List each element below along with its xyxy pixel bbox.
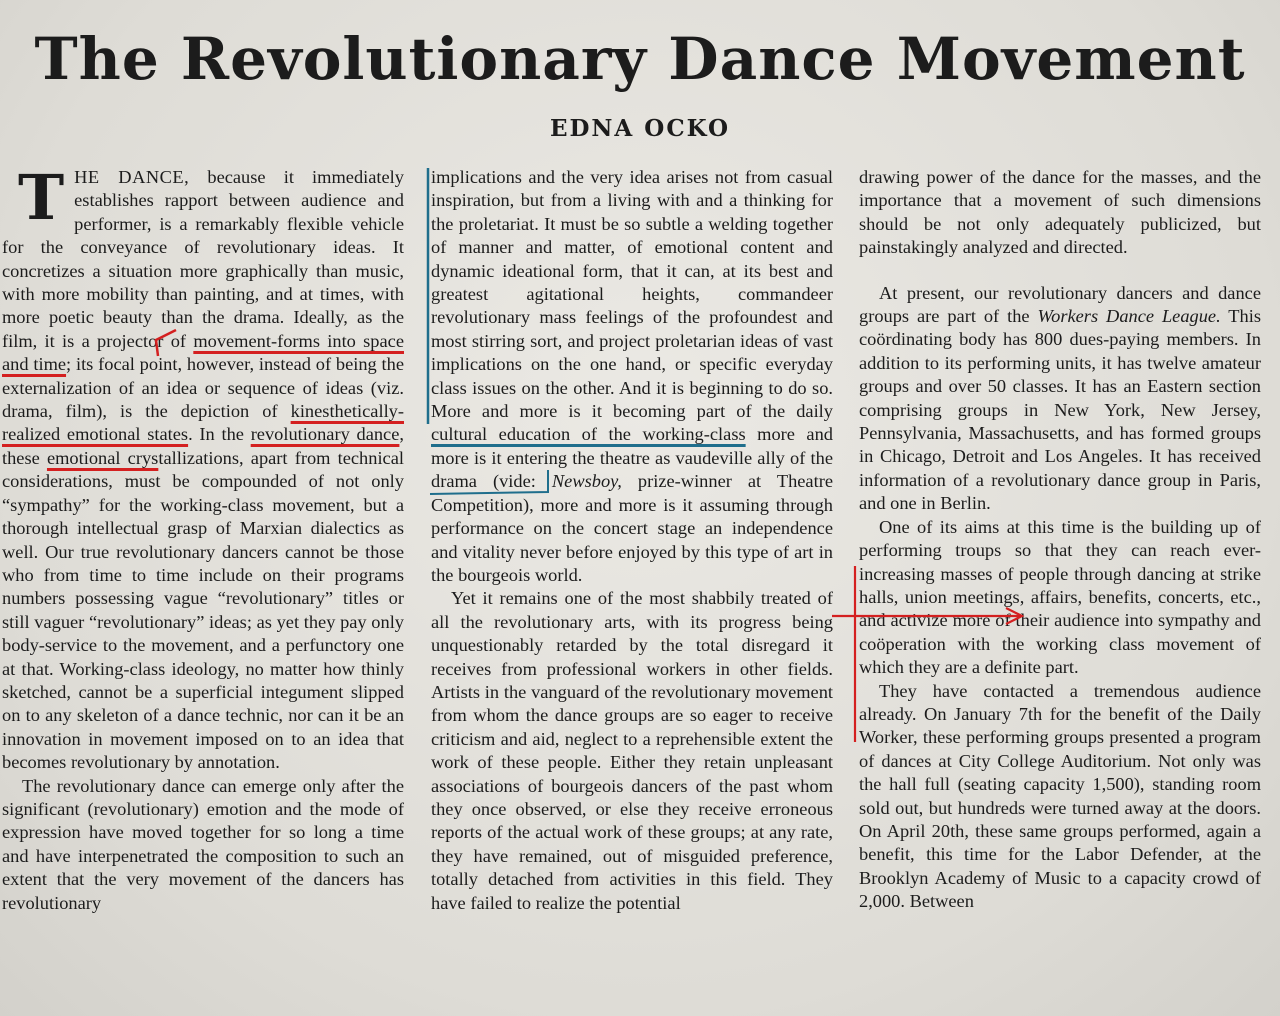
paragraph bbox=[431, 166, 833, 587]
paragraph: Yet it remains one of the most shabbily treated of all the revolutionary arts, with its progress being unquestionably retarded by the total disregard it receives from professional workers in other fields. Artists in the vanguard of the revolutionary movement from whom the dance groups are so eager to receive criticism and aid, neglect to a reprehensible extent the work of these people. Either they retain unpleasant associations of bourgeois dancers of the past whom they once observed, or else they receive erroneous reports of the actual work of these groups; at any rate, they have remained, out of misguided preference, totally detached from activities in this field. They have failed to realize the potential bbox=[431, 588, 833, 913]
underlined-phrase: cultural education of the working-class bbox=[431, 424, 746, 445]
text-run: prize-winner at Theatre Competition), more and more is it assuming through performance on the concert stage an independence and vitality never before enjoyed by this type of art in the bourgeois world. bbox=[431, 471, 833, 585]
text-run: tallizations, apart from technical considerations, must be compounded of not only “sympathy” for the working-class movement, but a thorough intellectual grasp of Marxian dialectics as well. Our true revolutionary dancers cannot be those who from time to time include on their programs numbers possessing vague “revolutionary” titles or still vaguer “revolutionary” ideas; as yet they pay only body-service to the movement, and a perfunctory one at that. Working-class ideology, no matter how thinly sketched, cannot be a superficial integument slipped on to any skeleton of a dance technic, nor can it be an innovation in movement imposed on to an idea that becomes revolutionary by annotation. bbox=[2, 447, 404, 773]
article-title: The Revolutionary Dance Movement bbox=[34, 25, 1246, 93]
text-run: implications and the very idea arises not from casual inspiration, but from a living with and a thinking for the proletariat. It must be so subtle a welding together of manner and matter, of emotional content and dynamic ideational form, that it can, at its best and greatest agitational heights, commandeer revolutionary mass feelings of the profoundest and most stirring sort, and project proletarian ideas of vast implications on the one hand, or specific everyday class issues on the other. And it is beginning to do so. More and more is it becoming part of the daily bbox=[431, 167, 833, 422]
text-run: ; its focal point, however, instead of being the externalization of an idea or sequence of ideas (viz. drama, film), is the depiction of bbox=[2, 354, 404, 422]
underlined-phrase: revolutionary dance bbox=[250, 424, 400, 445]
text-column-3 bbox=[859, 166, 1261, 1016]
underlined-phrase: movement-forms into space and time bbox=[2, 330, 404, 375]
text-column-2 bbox=[431, 166, 833, 1016]
underlined-phrase: kinesthetically-realized emotional states bbox=[2, 401, 404, 445]
paragraph: drawing power of the dance for the masses, and the importance that a movement of such dimensions should be not only adequately publicized, but painstakingly analyzed and directed. bbox=[859, 167, 1261, 258]
paragraph: The revolutionary dance can emerge only after the significant (revolutionary) emotion and the mode of expression have moved together for so long a time and have interpenetrated the composition to such an extent that the very movement of the dancers has revolutionary bbox=[2, 775, 404, 913]
paragraph: One of its aims at this time is the building up of performing troups so that they can reach ever-increasing masses of people through dancing at strike halls, union meetings, affairs, benefits, concerts, etc., and activize more of their audience into sympathy and coöperation with the working class movement of which they are a definite part. bbox=[859, 516, 1261, 678]
paragraph bbox=[859, 282, 1261, 516]
text-run: At present, our revolutionary dancers and dance groups are part of the bbox=[859, 282, 1261, 327]
underlined-phrase: emotional crys bbox=[46, 447, 159, 468]
text-run: , these bbox=[2, 424, 404, 468]
paragraph: They have contacted a tremendous audience already. On January 7th for the benefit of the Daily Worker, these performing groups presented a program of dances at City College Auditorium. Not only was the hall full (seating capacity 1,500), standing room sold out, but hundreds were turned away at the doors. On April 20th, these same groups performed, again a benefit, this time for the Labor Defender, at the Brooklyn Academy of Music to a capacity crowd of 2,000. Between bbox=[859, 680, 1261, 912]
text-column-1 bbox=[2, 166, 404, 1016]
text-run: because it immediately establishes rapport between audience and performer, is a remarkably flexible vehicle for the conveyance of revolutionary ideas. It concretizes a situation more graphically than music, with more mobility than painting, and at times, with more poetic beauty than the drama. Ideally, as the film, it is a projector of bbox=[2, 167, 404, 351]
paragraph bbox=[2, 166, 404, 775]
italic-title: Newsboy, bbox=[551, 471, 622, 492]
author-byline: EDNA OCKO bbox=[549, 115, 731, 142]
text-run: . In the bbox=[188, 424, 251, 445]
italic-organization: Workers Dance League. bbox=[1037, 306, 1221, 327]
drop-cap: T bbox=[18, 166, 65, 234]
text-run: more and more is it entering the theatre as vaudeville ally of the drama (vide: bbox=[431, 424, 833, 492]
lead-in: HE DANCE, bbox=[74, 167, 190, 187]
text-run: This coördinating body has 800 dues-paying members. In addition to its performing units, it has twelve amateur groups and over 50 classes. It has an Eastern section comprising groups in New York, New Jersey, Pennsylvania, Massachusetts, and has formed groups in Chicago, Detroit and Los Angeles. It has received information of a revolutionary dance group in Paris, and one in Berlin. bbox=[859, 306, 1261, 514]
